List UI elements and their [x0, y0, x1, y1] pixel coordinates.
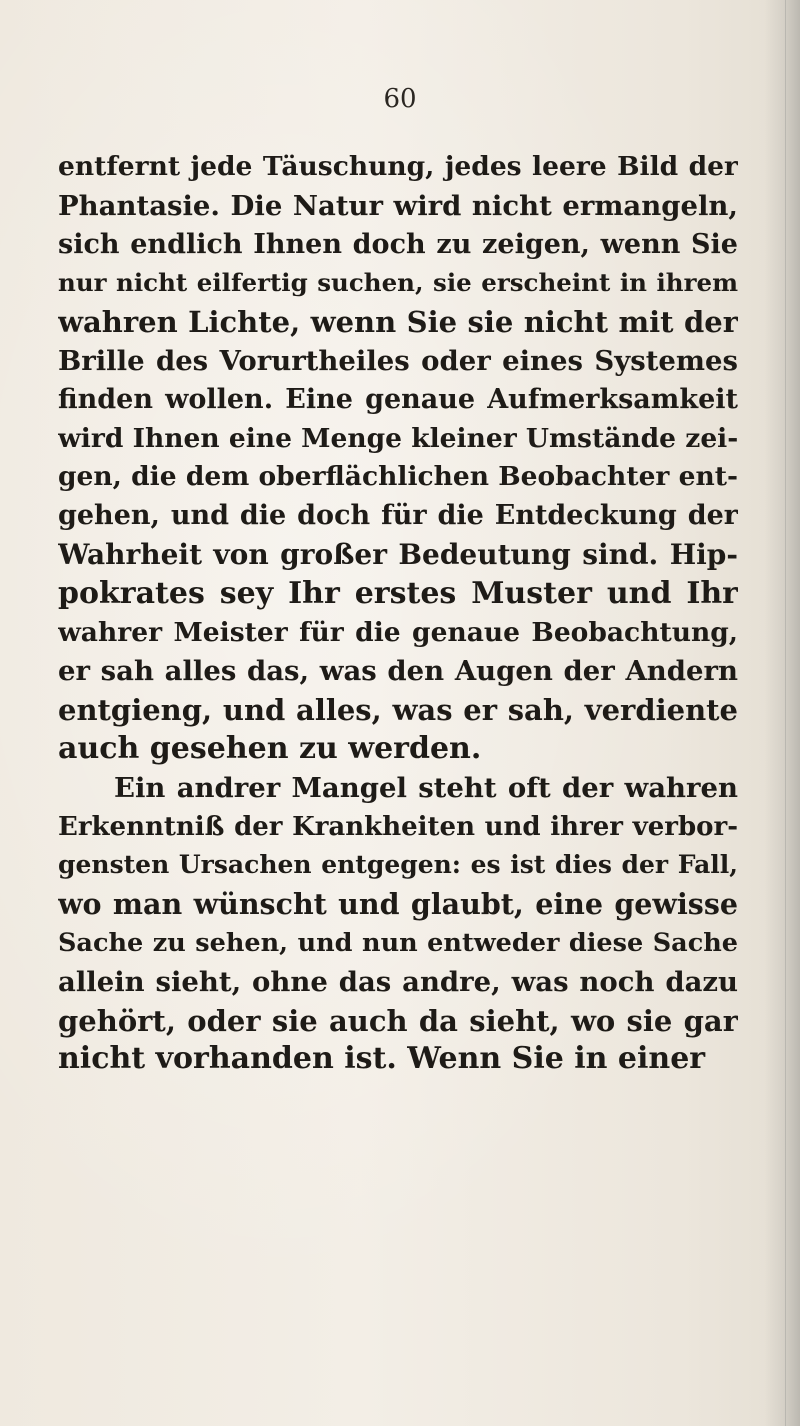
text-line: wahrer Meister für die genaue Beobachtung, — [58, 616, 738, 648]
text-line: Brille des Vorurtheiles oder eines Systemes — [58, 344, 738, 377]
text-line: entfernt jede Täuschung, jedes leere Bild der — [58, 151, 738, 182]
text-line: gensten Ursachen entgegen: es ist dies der Fall, — [58, 850, 738, 880]
text-line: wahren Lichte, wenn Sie sie nicht mit der — [58, 305, 738, 340]
text-line: gehen, und die doch für die Entdeckung der — [58, 500, 738, 532]
text-line: gen, die dem oberflächlichen Beobachter ent- — [58, 461, 738, 493]
text-line: Erkenntniß der Krankheiten und ihrer verbor- — [58, 811, 738, 842]
text-line: gehört, oder sie auch da sieht, wo sie gar — [58, 1003, 738, 1038]
text-line: nur nicht eilfertig suchen, sie erscheint in ihrem — [58, 268, 738, 298]
text-line: entgieng, und alles, was er sah, verdiente — [58, 693, 738, 728]
page-number: 60 — [383, 84, 417, 114]
text-line: Phantasie. Die Natur wird nicht ermangeln, — [58, 189, 738, 222]
body-text — [58, 148, 738, 1079]
page-edge-line — [785, 0, 786, 1426]
page-edge-shadow — [764, 0, 800, 1426]
text-line: auch gesehen zu werden. — [58, 730, 482, 766]
text-line: wird Ihnen eine Menge kleiner Umstände zei- — [58, 422, 738, 454]
text-line: sich endlich Ihnen doch zu zeigen, wenn Sie — [58, 228, 738, 260]
text-line: nicht vorhanden ist. Wenn Sie in einer — [58, 1041, 706, 1077]
text-line: er sah alles das, was den Augen der Andern — [58, 655, 738, 688]
text-line: Wahrheit von großer Bedeutung sind. Hip- — [58, 537, 738, 571]
text-line: pokrates sey Ihr erstes Muster und Ihr — [58, 575, 738, 611]
text-line: Sache zu sehen, und nun entweder diese Sache — [58, 927, 738, 958]
text-line: wo man wünscht und glaubt, eine gewisse — [58, 887, 738, 922]
text-line: finden wollen. Eine genaue Aufmerksamkeit — [58, 383, 738, 415]
text-line: allein sieht, ohne das andre, was noch dazu — [58, 965, 738, 998]
text-line: Ein andrer Mangel steht oft der wahren — [114, 771, 738, 804]
